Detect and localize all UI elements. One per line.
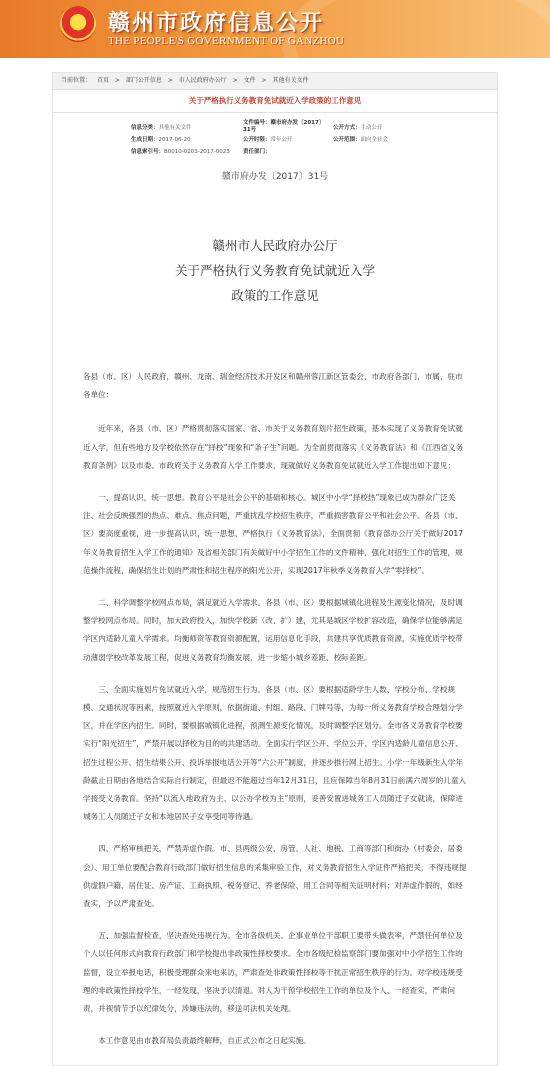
- date-value: 2017-06-20: [158, 137, 191, 143]
- paragraph-closing: 本工作意见由市教育局负责最终解释，自正式公布之日起实施。: [98, 1036, 311, 1046]
- breadcrumb-link-home[interactable]: 首页: [96, 77, 109, 84]
- breadcrumb-separator: >: [114, 77, 120, 84]
- breadcrumb-link-general-office[interactable]: 市人民政府办公厅: [178, 77, 227, 84]
- site-banner: [0, 0, 550, 58]
- docnum-label: 文件编号：: [243, 120, 271, 126]
- scope-label: 公开方式：: [333, 125, 361, 131]
- breadcrumb: [53, 73, 497, 90]
- index-label: 信息索引号：: [131, 149, 165, 155]
- period-value: 常年公开: [270, 137, 293, 143]
- category-label: 信息分类：: [131, 125, 159, 131]
- breadcrumb-link-other-files[interactable]: 其他有关文件: [272, 77, 309, 84]
- paragraph-1: 一、提高认识，统一思想。教育公平是社会公平的基础和核心。城区中小学“择校热”现象已成为群众广泛关注、社会反映强烈的热点、难点、焦点问题，严重扰乱学校招生秩序，严重损害教育公平和社会公平。各县（市、区）要高度重视，进一步提高认识，统一思想，严格执行《义务教育法》，全面贯彻《教育部办公厅关于做好2017年义务教育招生入学工作的通知》及省相关部门有关做好中小学招生工作的文件精神，强化对招生工作的管理，规范操作流程，确保招生计划的严肃性和招生程序的阳光公开，实现2017年秋季义务教育入学“零择校”。: [83, 493, 464, 575]
- document-heading: [83, 233, 467, 308]
- paragraph-4: 四、严格审核把关，严禁弄虚作假。市、县两级公安、房管、人社、地税、工商等部门和街办（村委会、居委会）、用工单位要配合教育行政部门做好招生信息的采集审验工作，对义务教育招生入学证件严格把关，不得违规提供虚假户籍、居住证、房产证、工商执照、税务登记、养老保险、用工合同等相关证明材料；对弄虚作假的，如经查实，予以严肃查处。: [83, 844, 467, 909]
- paragraph-3: 三、全面实施划片免试就近入学，规范招生行为。各县（市、区）要根据适龄学生人数、学校分布、学校规模、交通状况等因素，按照就近入学原则，依据街道、村组、路段、门牌号等，为每一所义务教育学校合理划分学区，并在学区内招生。同时，要根据城镇化进程，预测生源变化情况，及时调整学区划分。全市各义务教育学校要实行“阳光招生”，严禁开展以择校为目的的共建活动。全面实行学区公开、学位公开、学区内适龄儿童信息公开、招生过程公开、招生结果公开、投诉举报电话公开等“六公开”制度，并逐步推行网上招生。小学一年级新生入学年龄截止日期由各地结合实际自行制定，但最迟不能超过当年12月31日，且应保障当年8月31日前满六周岁的儿童入学接受义务教育。坚持“以流入地政府为主、以公办学校为主”原则，妥善安置进城务工人员随迁子女就读，保障进城务工人员随迁子女和本地居民子女享受同等待遇。: [83, 684, 467, 822]
- heading-line-1: 关于严格执行义务教育免试就近入学: [174, 263, 375, 278]
- document-number: 赣市府办发〔2017〕31号: [221, 172, 329, 182]
- docnum-value: 赣市府办发〔2017〕: [270, 120, 325, 126]
- national-emblem-icon: [60, 6, 96, 42]
- document-body: [83, 368, 467, 1051]
- site-title: 赣州市政府信息公开: [108, 11, 325, 36]
- category-value: 其他有关文件: [158, 125, 192, 131]
- site-subtitle: THE PEOPLE'S GOVERNMENT OF GANZHOU: [108, 35, 345, 47]
- agency-label: 责任部门：: [243, 149, 271, 155]
- breadcrumb-separator: >: [261, 77, 267, 84]
- scope-value: 主动公开: [360, 125, 383, 131]
- breadcrumb-link-files[interactable]: 文件: [243, 77, 256, 84]
- breadcrumb-link-department-info[interactable]: 部门公开信息: [125, 77, 162, 84]
- document-frame: [52, 72, 498, 1066]
- date-label: 生成日期：: [131, 137, 159, 143]
- paragraph-5: 五、加强监督检查，坚决查处违规行为。全市各级机关、企事业单位干部职工要带头做表率，严禁任何单位及个人以任何形式向教育行政部门和学校提出非政策性择校要求。全市各级纪检监察部门要加强对中小学招生工作的监督，设立举报电话，积极受理群众来电来访，严肃查处非政策性择校等干扰正常招生秩序的行为。对学校违规受理的非政策性择校学生，一经发现，坚决予以清退。对人为干预学校招生工作的单位及个人，一经查实，严肃问责，并视情节予以纪律处分，涉嫌违法的，移送司法机关处理。: [83, 931, 463, 1014]
- heading-line-2: 政策的工作意见: [231, 288, 319, 303]
- document-content: [53, 169, 497, 1051]
- breadcrumb-separator: >: [167, 77, 173, 84]
- addressee: 各县（市、区）人民政府，赣州、龙南、瑞金经济技术开发区和赣州蓉江新区管委会，市政府各部门，市属、驻市各单位：: [83, 372, 463, 400]
- breadcrumb-label: 当前位置：: [61, 77, 92, 84]
- range-label: 公开范围：: [333, 137, 361, 143]
- breadcrumb-separator: >: [232, 77, 238, 84]
- paragraph-intro: 近年来，各县（市、区）严格贯彻落实国家、省、市关于义务教育划片招生政策，基本实现了义务教育免试就近入学，但有些地方及学校依然存在“择校”现象和“条子生”问题。为全面贯彻落实《义务教育法》和《江西省义务教育条例》以及市委、市政府关于义务教育入学工作要求，现就做好义务教育免试就近入学工作提出如下意见：: [83, 424, 464, 470]
- paragraph-2: 二、科学调整学校网点布局，满足就近入学需求。各县（市、区）要根据城镇化进程及生源变化情况，及时调整学校网点布局。同时，加大政府投入，加快学校新（改、扩）建，尤其是城区学校扩容改造，确保学位能够满足学区内适龄儿童入学需求。均衡师资等教育资源配置，运用信息化手段，共建共享优质教育资源，实施优质学校带动薄弱学校改革发展工程，促进义务教育均衡发展，进一步缩小城乡差距、校际差距。: [83, 598, 463, 662]
- docnum-value-continued: 31号: [243, 127, 257, 133]
- document-metadata: [53, 113, 497, 159]
- period-label: 公开时限：: [243, 137, 271, 143]
- range-value: 面向全社会: [360, 137, 389, 143]
- issuer-name: 赣州市人民政府办公厅: [212, 238, 338, 253]
- document-title-bar: 关于严格执行义务教育免试就近入学政策的工作意见: [53, 90, 497, 113]
- index-value: B0010-0203-2017-0023: [164, 149, 230, 155]
